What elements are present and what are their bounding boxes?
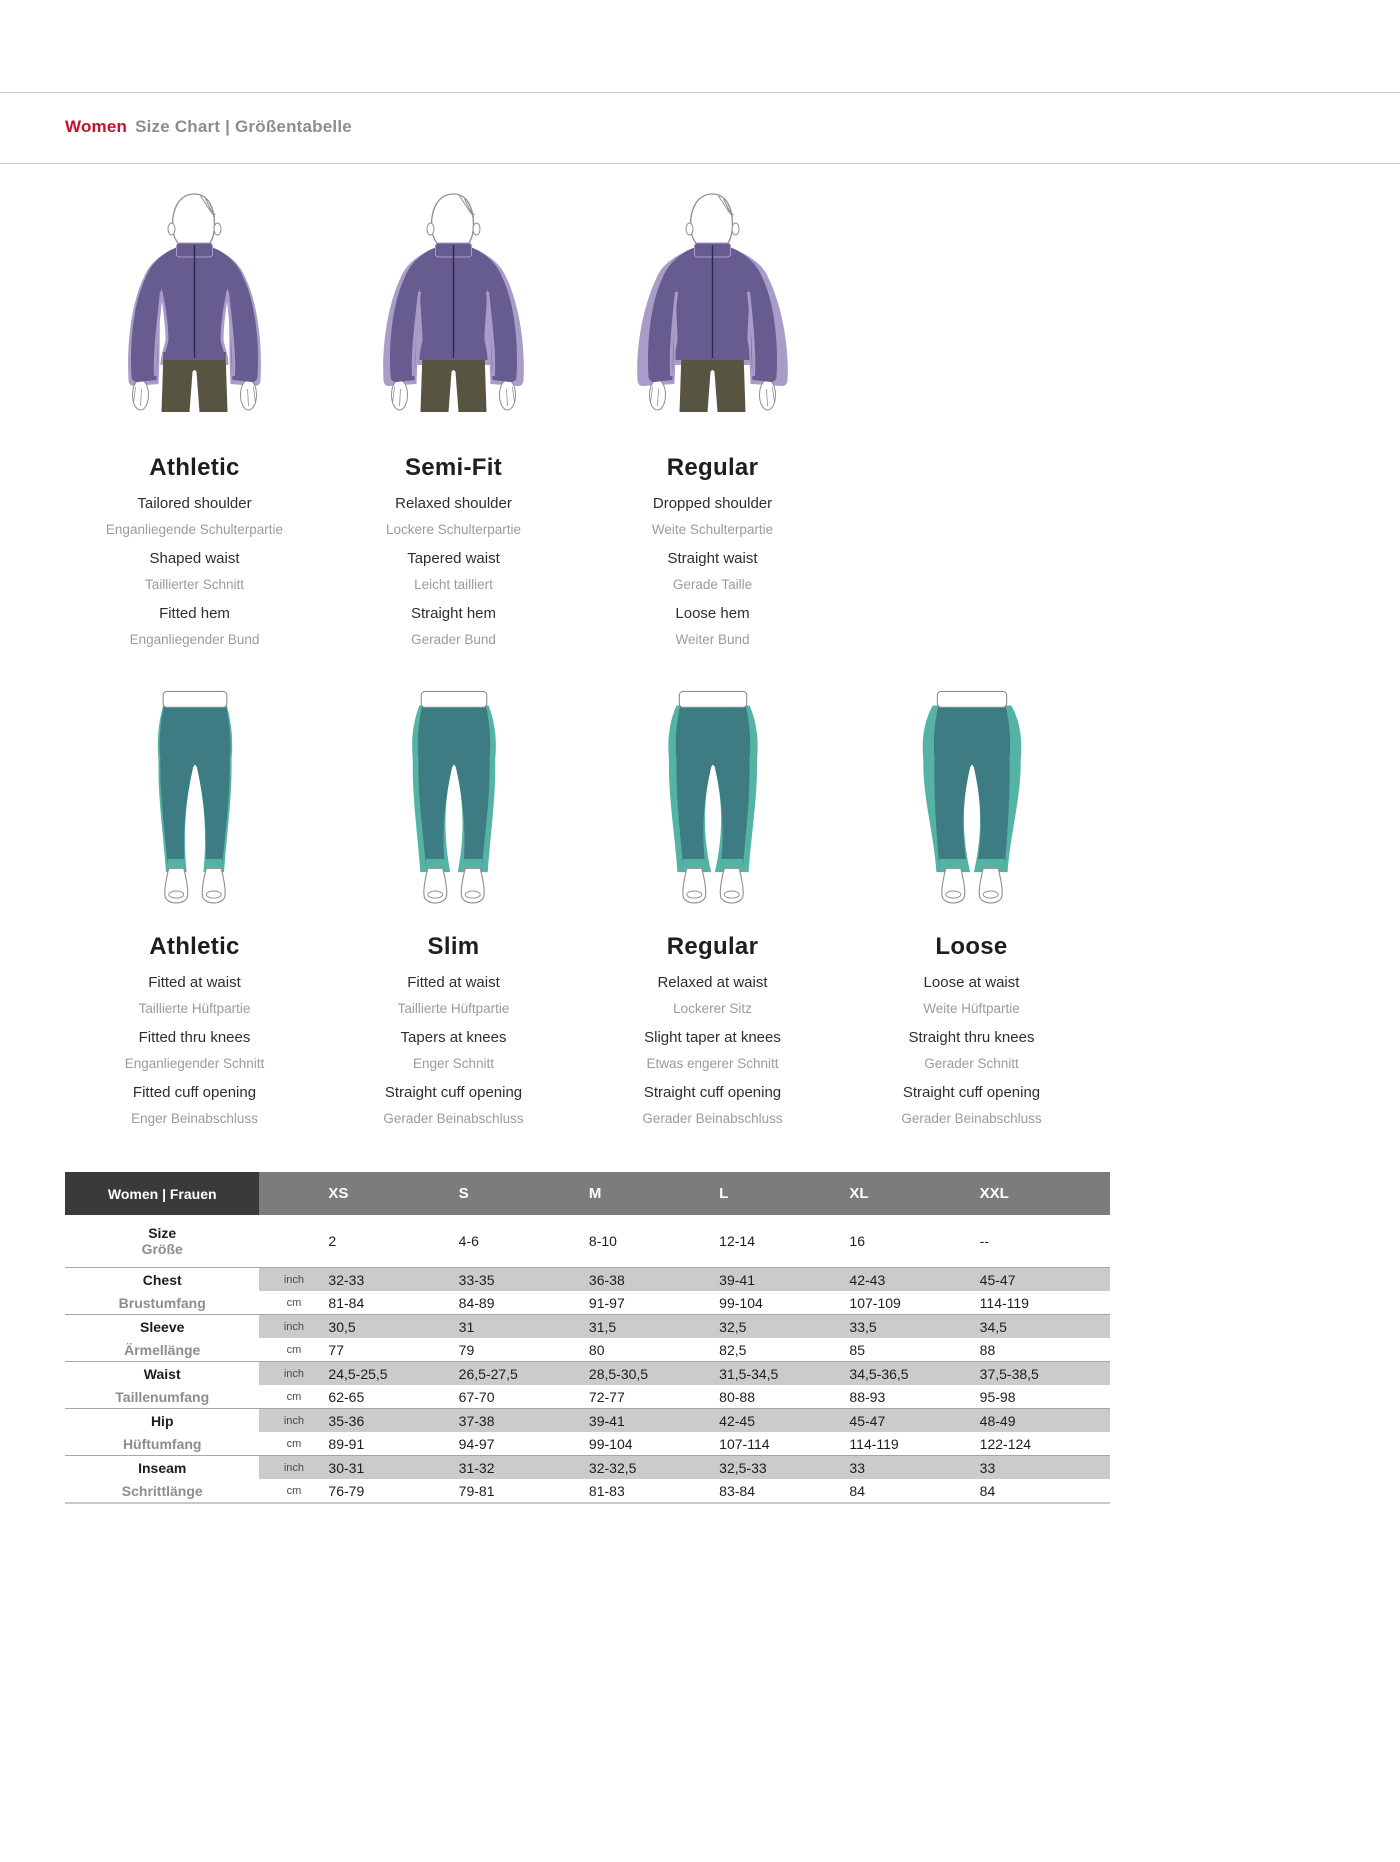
measure-value-inch: 42-43 bbox=[849, 1268, 979, 1292]
fit-title: Semi-Fit bbox=[404, 454, 503, 481]
table-row-waist-cm bbox=[65, 1385, 1110, 1409]
measure-value-inch: 48-49 bbox=[980, 1409, 1110, 1433]
fit-feature-de: Gerader Bund bbox=[411, 632, 496, 647]
figure-shorts bbox=[162, 352, 228, 412]
measure-value-cm: 76-79 bbox=[328, 1482, 365, 1499]
fit-feature-en: Straight hem bbox=[410, 605, 497, 622]
fit-feature-de: Gerader Schnitt bbox=[924, 1056, 1019, 1071]
table-row-size bbox=[65, 1215, 1110, 1268]
unit-inch: inch bbox=[259, 1362, 328, 1386]
row-label-de: Schrittlänge bbox=[121, 1482, 203, 1499]
jacket-illustration bbox=[324, 188, 583, 438]
measure-value-inch: 39-41 bbox=[589, 1409, 719, 1433]
pants-waistband bbox=[163, 691, 227, 707]
table-corner-header: Women | Frauen bbox=[65, 1172, 259, 1215]
fit-feature-en: Fitted hem bbox=[159, 605, 230, 622]
measure-value-cm: 67-70 bbox=[458, 1388, 495, 1405]
table-row-hip-inch bbox=[65, 1409, 1110, 1433]
size-column-header-xs: XS bbox=[328, 1172, 458, 1215]
measure-value-cm: 82,5 bbox=[719, 1341, 747, 1358]
fit-description bbox=[65, 974, 324, 1126]
row-label-de: Ärmellänge bbox=[124, 1341, 201, 1358]
fit-title: Regular bbox=[666, 454, 759, 481]
measure-value-inch: 34,5 bbox=[980, 1315, 1110, 1339]
fit-feature-en: Tailored shoulder bbox=[137, 495, 252, 512]
pants-waistband bbox=[937, 691, 1006, 707]
size-column-header-xxl: XXL bbox=[980, 1172, 1110, 1215]
fit-feature-en: Slight taper at knees bbox=[644, 1029, 781, 1046]
measure-value-inch: 31,5-34,5 bbox=[719, 1362, 849, 1386]
fit-feature-de: Taillierter Schnitt bbox=[144, 577, 245, 592]
measure-value-cm: 84-89 bbox=[458, 1294, 495, 1311]
figure-shorts bbox=[421, 352, 487, 412]
unit-cm: cm bbox=[286, 1437, 302, 1450]
pants-fit-card-slim bbox=[324, 683, 583, 1126]
fit-feature-en: Fitted thru knees bbox=[138, 1029, 251, 1046]
measure-value-inch: 32,5-33 bbox=[719, 1456, 849, 1480]
measure-value-inch: 34,5-36,5 bbox=[849, 1362, 979, 1386]
measure-value-inch: 32-33 bbox=[328, 1268, 458, 1292]
size-value: 4-6 bbox=[458, 1233, 479, 1249]
measure-value-cm: 88-93 bbox=[849, 1388, 886, 1405]
measure-value-cm: 99-104 bbox=[719, 1294, 763, 1311]
jacket-fit-card-athletic bbox=[65, 188, 324, 647]
fit-description bbox=[324, 495, 583, 647]
measure-value-cm: 122-124 bbox=[979, 1435, 1032, 1452]
table-row-waist-inch bbox=[65, 1362, 1110, 1386]
unit-inch: inch bbox=[259, 1409, 328, 1433]
measure-value-inch: 31,5 bbox=[589, 1315, 719, 1339]
fit-title: Regular bbox=[666, 933, 759, 960]
measure-value-inch: 45-47 bbox=[849, 1409, 979, 1433]
unit-cm: cm bbox=[286, 1343, 302, 1356]
row-label-de: Taillenumfang bbox=[115, 1388, 210, 1405]
table-row-inseam-cm bbox=[65, 1479, 1110, 1503]
pants-figure bbox=[341, 683, 567, 917]
measure-value-cm: 99-104 bbox=[588, 1435, 633, 1452]
fit-feature-en: Straight cuff opening bbox=[384, 1084, 523, 1101]
size-value: 16 bbox=[849, 1233, 865, 1249]
fit-title: Loose bbox=[935, 933, 1008, 960]
measure-value-cm: 85 bbox=[849, 1341, 865, 1358]
fit-feature-de: Weite Schulterpartie bbox=[651, 522, 774, 537]
measure-value-cm: 80 bbox=[588, 1341, 605, 1358]
jacket-illustration bbox=[65, 188, 324, 438]
fit-title: Athletic bbox=[149, 454, 240, 481]
jacket-figure bbox=[336, 188, 571, 438]
page-title-text: Size Chart | Größentabelle bbox=[135, 117, 352, 136]
unit-cm: cm bbox=[286, 1390, 302, 1403]
row-label-de: Brustumfang bbox=[118, 1294, 206, 1311]
pants-fit-card-athletic bbox=[65, 683, 324, 1126]
measure-value-cm: 81-83 bbox=[588, 1482, 625, 1499]
size-table bbox=[65, 1172, 1110, 1504]
measure-value-cm: 62-65 bbox=[328, 1388, 365, 1405]
measure-value-cm: 79-81 bbox=[458, 1482, 495, 1499]
measure-value-cm: 79 bbox=[458, 1341, 475, 1358]
fit-feature-en: Fitted at waist bbox=[407, 974, 500, 991]
row-label-en: Chest bbox=[65, 1268, 259, 1292]
unit-inch: inch bbox=[259, 1315, 328, 1339]
pants-body bbox=[933, 705, 1009, 866]
size-column-header-s: S bbox=[459, 1172, 589, 1215]
measure-value-inch: 35-36 bbox=[328, 1409, 458, 1433]
fit-feature-en: Fitted at waist bbox=[148, 974, 241, 991]
fit-feature-de: Gerade Taille bbox=[672, 577, 753, 592]
measure-value-inch: 32,5 bbox=[719, 1315, 849, 1339]
unit-column-header bbox=[259, 1172, 328, 1215]
size-value: 12-14 bbox=[719, 1233, 755, 1249]
size-value: 8-10 bbox=[588, 1233, 617, 1249]
figure-shorts bbox=[680, 352, 746, 412]
bottom-spacer bbox=[0, 1504, 1400, 1584]
jacket-fit-card-regular bbox=[583, 188, 842, 647]
jacket-illustration bbox=[583, 188, 842, 438]
fit-title: Slim bbox=[427, 933, 480, 960]
row-label-en: Inseam bbox=[65, 1456, 259, 1480]
size-row-label bbox=[65, 1215, 259, 1268]
page-title-gender: Women bbox=[65, 117, 128, 136]
measure-value-inch: 37-38 bbox=[459, 1409, 589, 1433]
pants-illustration bbox=[842, 683, 1101, 917]
pants-waistband bbox=[421, 691, 487, 707]
measure-value-cm: 72-77 bbox=[588, 1388, 625, 1405]
unit-inch: inch bbox=[259, 1456, 328, 1480]
jacket-figure bbox=[77, 188, 312, 438]
measure-value-inch: 24,5-25,5 bbox=[328, 1362, 458, 1386]
table-row-sleeve-cm bbox=[65, 1338, 1110, 1362]
measure-value-cm: 91-97 bbox=[588, 1294, 625, 1311]
fit-feature-de: Gerader Beinabschluss bbox=[642, 1111, 783, 1126]
pants-fit-card-loose bbox=[842, 683, 1101, 1126]
fit-description bbox=[583, 974, 842, 1126]
measure-value-inch: 33-35 bbox=[459, 1268, 589, 1292]
fit-feature-de: Enganliegender Schnitt bbox=[124, 1056, 265, 1071]
pants-body bbox=[159, 705, 230, 866]
row-label-en: Hip bbox=[65, 1409, 259, 1433]
fit-feature-de: Leicht tailliert bbox=[414, 577, 493, 592]
unit-cm: cm bbox=[286, 1484, 302, 1497]
jacket-figure bbox=[595, 188, 830, 438]
measure-value-inch: 31-32 bbox=[459, 1456, 589, 1480]
measure-value-cm: 95-98 bbox=[979, 1388, 1016, 1405]
pant-fit-section bbox=[0, 683, 1400, 1126]
pants-fit-card-regular bbox=[583, 683, 842, 1126]
pants-waistband bbox=[679, 691, 746, 707]
size-column-header-xl: XL bbox=[849, 1172, 979, 1215]
measure-value-inch: 33,5 bbox=[849, 1315, 979, 1339]
pants-body bbox=[417, 705, 490, 866]
size-label-de: Größe bbox=[141, 1241, 183, 1257]
fit-feature-en: Straight cuff opening bbox=[902, 1084, 1041, 1101]
fit-feature-en: Straight waist bbox=[667, 550, 758, 567]
table-row-inseam-inch bbox=[65, 1456, 1110, 1480]
fit-feature-en: Tapers at knees bbox=[400, 1029, 507, 1046]
measure-value-inch: 39-41 bbox=[719, 1268, 849, 1292]
measure-value-inch: 31 bbox=[459, 1315, 589, 1339]
measure-value-cm: 114-119 bbox=[979, 1294, 1029, 1311]
measure-value-cm: 83-84 bbox=[719, 1482, 755, 1499]
fit-feature-de: Enger Beinabschluss bbox=[131, 1111, 258, 1126]
pants-figure bbox=[859, 683, 1085, 917]
measure-value-cm: 80-88 bbox=[719, 1388, 755, 1405]
measure-value-inch: 33 bbox=[849, 1456, 979, 1480]
top-spacer bbox=[0, 0, 1400, 92]
unit-cm: cm bbox=[286, 1296, 302, 1309]
pants-illustration bbox=[324, 683, 583, 917]
pants-figure bbox=[600, 683, 826, 917]
fit-feature-de: Taillierte Hüftpartie bbox=[138, 1001, 251, 1016]
measure-value-cm: 89-91 bbox=[328, 1435, 365, 1452]
pants-illustration bbox=[583, 683, 842, 917]
fit-feature-de: Taillierte Hüftpartie bbox=[397, 1001, 510, 1016]
table-header-row bbox=[65, 1172, 1110, 1215]
measure-value-inch: 30-31 bbox=[328, 1456, 458, 1480]
fit-feature-de: Gerader Beinabschluss bbox=[383, 1111, 524, 1126]
size-column-header-m: M bbox=[589, 1172, 719, 1215]
size-column-header-l: L bbox=[719, 1172, 849, 1215]
row-label-de: Hüftumfang bbox=[122, 1435, 202, 1452]
header-divider bbox=[0, 163, 1400, 164]
fit-feature-en: Shaped waist bbox=[149, 550, 240, 567]
fit-feature-de: Weiter Bund bbox=[675, 632, 750, 647]
fit-description bbox=[583, 495, 842, 647]
measure-value-inch: 28,5-30,5 bbox=[589, 1362, 719, 1386]
row-label-en: Waist bbox=[65, 1362, 259, 1386]
row-label-en: Sleeve bbox=[65, 1315, 259, 1339]
fit-feature-en: Dropped shoulder bbox=[652, 495, 773, 512]
size-value: 2 bbox=[328, 1233, 337, 1249]
jacket-fit-section bbox=[0, 188, 1400, 647]
fit-feature-en: Loose at waist bbox=[923, 974, 1020, 991]
table-row-sleeve-inch bbox=[65, 1315, 1110, 1339]
fit-feature-en: Fitted cuff opening bbox=[132, 1084, 257, 1101]
fit-feature-de: Enganliegender Bund bbox=[129, 632, 260, 647]
jacket-fit-card-semi-fit bbox=[324, 188, 583, 647]
fit-feature-en: Straight thru knees bbox=[908, 1029, 1035, 1046]
measure-value-cm: 81-84 bbox=[328, 1294, 365, 1311]
fit-description bbox=[324, 974, 583, 1126]
measure-value-cm: 88 bbox=[979, 1341, 996, 1358]
pants-figure bbox=[82, 683, 308, 917]
size-value: -- bbox=[979, 1233, 989, 1249]
measure-value-cm: 114-119 bbox=[849, 1435, 899, 1452]
fit-feature-en: Relaxed shoulder bbox=[395, 495, 512, 512]
table-row-hip-cm bbox=[65, 1432, 1110, 1456]
measure-value-inch: 26,5-27,5 bbox=[459, 1362, 589, 1386]
fit-feature-en: Loose hem bbox=[675, 605, 750, 622]
unit-inch: inch bbox=[259, 1268, 328, 1292]
measure-value-cm: 107-109 bbox=[849, 1294, 901, 1311]
measure-value-inch: 42-45 bbox=[719, 1409, 849, 1433]
fit-feature-de: Weite Hüftpartie bbox=[923, 1001, 1020, 1016]
pants-illustration bbox=[65, 683, 324, 917]
size-label-en: Size bbox=[148, 1225, 177, 1241]
fit-feature-de: Gerader Beinabschluss bbox=[901, 1111, 1042, 1126]
measure-value-cm: 84 bbox=[849, 1482, 865, 1499]
fit-feature-de: Etwas engerer Schnitt bbox=[646, 1056, 779, 1071]
fit-description bbox=[842, 974, 1101, 1126]
fit-description bbox=[65, 495, 324, 647]
table-row-chest-cm bbox=[65, 1291, 1110, 1315]
measure-value-cm: 94-97 bbox=[458, 1435, 495, 1452]
page-title bbox=[0, 93, 1400, 163]
fit-feature-en: Tapered waist bbox=[407, 550, 500, 567]
measure-value-inch: 30,5 bbox=[328, 1315, 458, 1339]
table-row-chest-inch bbox=[65, 1268, 1110, 1292]
fit-feature-de: Enger Schnitt bbox=[412, 1056, 495, 1071]
measure-value-cm: 84 bbox=[979, 1482, 996, 1499]
fit-title: Athletic bbox=[149, 933, 240, 960]
fit-feature-en: Relaxed at waist bbox=[657, 974, 768, 991]
fit-feature-de: Lockere Schulterpartie bbox=[385, 522, 522, 537]
measure-value-inch: 33 bbox=[980, 1456, 1110, 1480]
measure-value-inch: 37,5-38,5 bbox=[980, 1362, 1110, 1386]
measure-value-cm: 77 bbox=[328, 1341, 344, 1358]
fit-feature-de: Lockerer Sitz bbox=[673, 1001, 752, 1016]
measure-value-inch: 32-32,5 bbox=[589, 1456, 719, 1480]
fit-feature-de: Enganliegende Schulterpartie bbox=[105, 522, 284, 537]
size-row-unit bbox=[259, 1215, 328, 1268]
measure-value-cm: 107-114 bbox=[719, 1435, 770, 1452]
fit-feature-en: Straight cuff opening bbox=[643, 1084, 782, 1101]
pants-body bbox=[675, 705, 749, 866]
measure-value-inch: 36-38 bbox=[589, 1268, 719, 1292]
measure-value-inch: 45-47 bbox=[980, 1268, 1110, 1292]
